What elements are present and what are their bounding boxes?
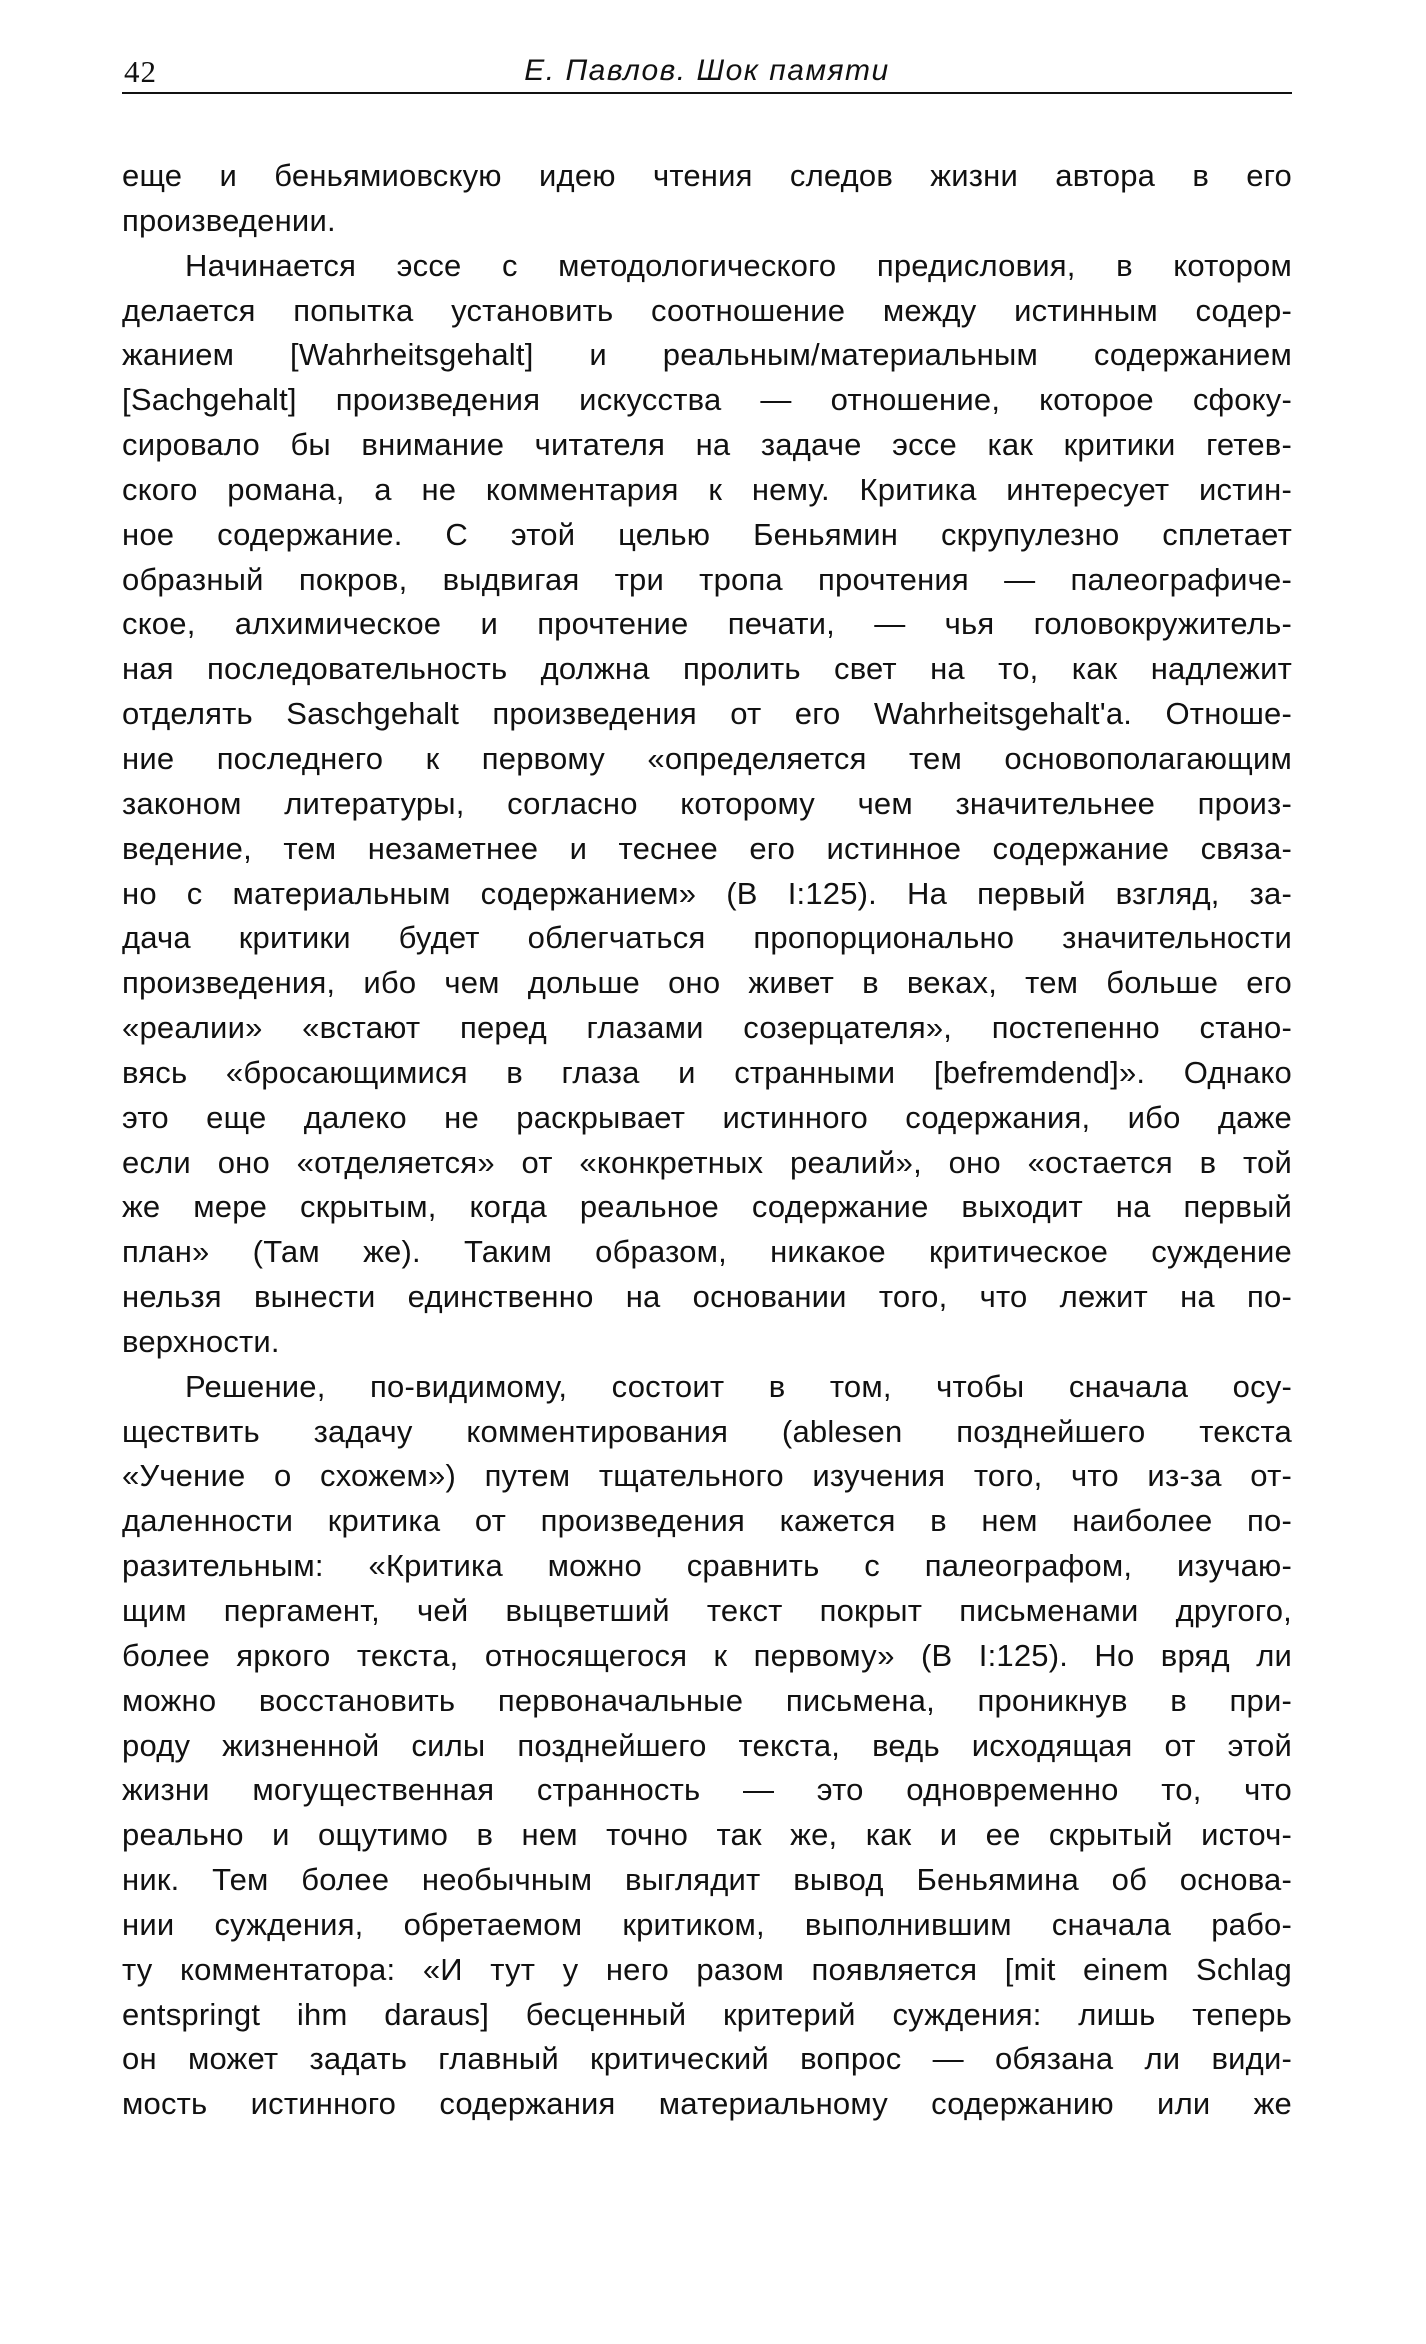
text-line: делается попытка установить соотношение между истинным содер- (122, 292, 1292, 328)
text-line: «Учение о схожем») путем тщательного изучения того, что из-за от- (122, 1458, 1292, 1494)
text-line: [Sachgehalt] произведения искусства — отношение, которое сфоку- (122, 382, 1292, 418)
body-text (122, 154, 1292, 2127)
text-line: план» (Там же). Таким образом, никакое критическое суждение (122, 1234, 1292, 1270)
text-line: Решение, по-видимому, состоит в том, чтобы сначала осу- (185, 1368, 1292, 1404)
running-head (122, 52, 1292, 94)
text-line: ник. Тем более необычным выглядит вывод Беньямина об основа- (122, 1862, 1292, 1898)
text-line: произведении. (122, 202, 336, 238)
text-line: даленности критика от произведения кажется в нем наиболее по- (122, 1503, 1292, 1539)
text-line: это еще далеко не раскрывает истинного содержания, ибо даже (122, 1099, 1292, 1135)
text-line: законом литературы, согласно которому чем значительнее произ- (122, 785, 1292, 821)
text-line: еще и беньямиовскую идею чтения следов жизни автора в его (122, 158, 1292, 193)
text-line: отделять Saschgehalt произведения от его Wahrheitsgehalt'а. Отноше- (122, 696, 1292, 732)
text-line: ная последовательность должна пролить свет на то, как надлежит (122, 651, 1292, 687)
text-line: разительным: «Критика можно сравнить с палеографом, изучаю- (122, 1548, 1292, 1584)
text-line: жанием [Wahrheitsgehalt] и реальным/материальным содержанием (122, 337, 1292, 373)
running-head-title: Е. Павлов. Шок памяти (524, 54, 890, 87)
text-line: роду жизненной силы позднейшего текста, ведь исходящая от этой (122, 1727, 1292, 1763)
text-line: щим пергамент, чей выцветший текст покрыт письменами другого, (122, 1593, 1292, 1628)
text-line: ту комментатора: «И тут у него разом появляется [mit einem Schlag (122, 1951, 1292, 1987)
text-line: ведение, тем незаметнее и теснее его истинное содержание связа- (122, 830, 1292, 866)
page-number: 42 (124, 54, 157, 89)
text-line: «реалии» «встают перед глазами созерцателя», постепенно стано- (122, 1010, 1292, 1046)
book-page (122, 52, 1292, 2127)
text-line: Начинается эссе с методологического предисловия, в котором (185, 247, 1292, 283)
text-line: жизни могущественная странность — это одновременно то, что (122, 1772, 1292, 1808)
text-line: можно восстановить первоначальные письмена, проникнув в при- (122, 1682, 1292, 1718)
text-line: ное содержание. С этой целью Беньямин скрупулезно сплетает (122, 516, 1292, 552)
text-line: верхности. (122, 1323, 280, 1359)
text-line: нии суждения, обретаемом критиком, выполнившим сначала рабо- (122, 1906, 1292, 1942)
text-line: он может задать главный критический вопрос — обязана ли види- (122, 2041, 1292, 2077)
text-line: образный покров, выдвигая три тропа прочтения — палеографиче- (122, 561, 1292, 597)
text-line: ние последнего к первому «определяется тем основополагающим (122, 740, 1292, 776)
text-line: более яркого текста, относящегося к первому» (В I:125). Но вряд ли (122, 1637, 1292, 1673)
text-line: мость истинного содержания материальному содержанию или же (122, 2086, 1292, 2122)
text-line: дача критики будет облегчаться пропорционально значительности (122, 920, 1292, 956)
text-line: ского романа, а не комментария к нему. Критика интересует истин- (122, 471, 1292, 507)
text-line: если оно «отделяется» от «конкретных реалий», оно «остается в той (122, 1144, 1292, 1180)
text-line: вясь «бросающимися в глаза и странными [befremdend]». Однако (122, 1054, 1292, 1090)
text-line: нельзя вынести единственно на основании того, что лежит на по- (122, 1279, 1292, 1315)
text-line: произведения, ибо чем дольше оно живет в веках, тем больше его (122, 965, 1292, 1001)
text-line: ское, алхимическое и прочтение печати, — чья головокружитель- (122, 606, 1292, 642)
text-line: но с материальным содержанием» (В I:125). На первый взгляд, за- (122, 875, 1292, 911)
text-line: сировало бы внимание читателя на задаче эссе как критики гетев- (122, 427, 1292, 463)
text-line: ществить задачу комментирования (ablesen позднейшего текста (122, 1413, 1292, 1449)
text-line: реально и ощутимо в нем точно так же, как и ее скрытый источ- (122, 1817, 1292, 1853)
text-line: же мере скрытым, когда реальное содержание выходит на первый (122, 1189, 1292, 1225)
text-line: entspringt ihm daraus] бесценный критерий суждения: лишь теперь (122, 1996, 1292, 2032)
